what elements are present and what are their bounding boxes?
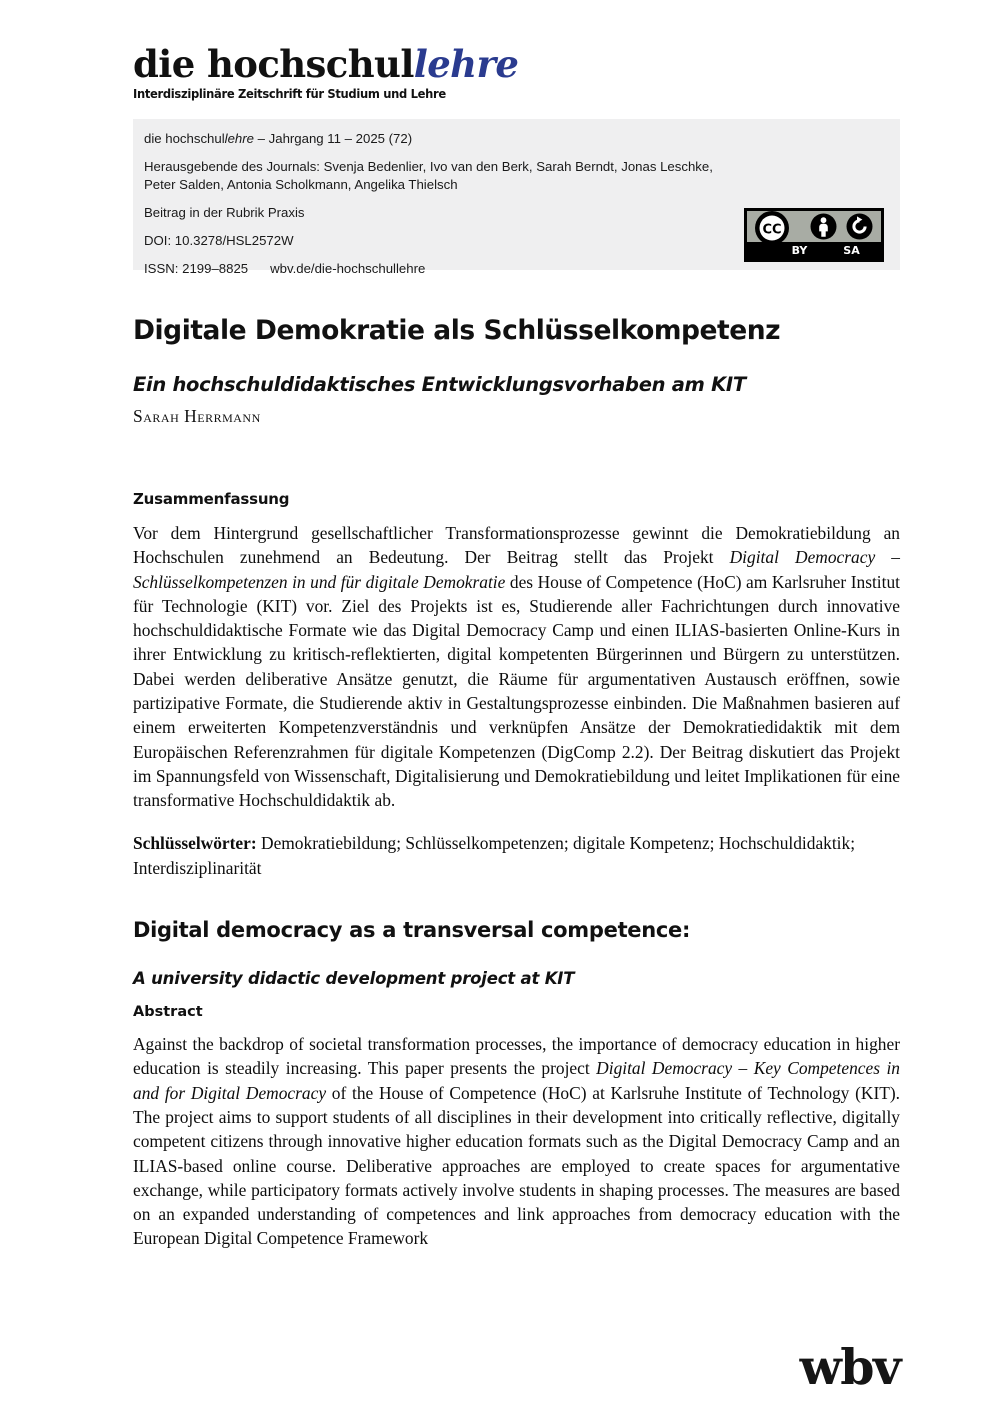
metadata-issn: ISSN: 2199–8825 (144, 260, 249, 276)
publisher-logo: wbv (799, 1338, 900, 1396)
abstract-en-title: Digital democracy as a transversal competence: (133, 917, 691, 942)
keywords-de (133, 831, 900, 880)
abstract-en-subtitle: A university didactic development project at KIT (133, 969, 575, 989)
abstract-de-part1: Vor dem Hintergrund gesellschaftlicher Transformationsprozesse gewinnt die Demokratiebildung an Hochschulen zunehmend an Bedeutung. Der Beitrag stellt das Projekt (133, 523, 900, 568)
abstract-en-project-name: Digital Democracy – Key Competences in and for Digital Democracy (133, 1058, 900, 1103)
cc-badge-label-band (747, 242, 881, 259)
share-alike-icon (845, 212, 874, 246)
attribution-person-icon (809, 212, 838, 246)
cc-sa-label: SA (843, 244, 860, 257)
journal-logo (133, 42, 833, 86)
abstract-en-heading: Abstract (133, 1004, 203, 1021)
journal-logo-prefix: die hochschul (133, 42, 414, 86)
metadata-editors-line-2: Peter Salden, Antonia Scholkmann, Angelika Thielsch (144, 177, 458, 193)
keywords-de-value: Demokratiebildung; Schlüsselkompetenzen; digitale Kompetenz; Hochschuldidaktik; Interdisziplinarität (133, 833, 856, 878)
metadata-doi-row[interactable]: DOI: 10.3278/HSL2572W (144, 232, 294, 248)
cc-by-sa-license-badge[interactable] (744, 208, 884, 262)
metadata-editors-line-1: Herausgebende des Journals: Svenja Bedenlier, Ivo van den Berk, Sarah Berndt, Jonas Leschke, (144, 158, 713, 174)
article-content (133, 490, 900, 1251)
metadata-issue-accent: lehre (224, 131, 254, 146)
metadata-rubric-row: Beitrag in der Rubrik Praxis (144, 205, 305, 221)
metadata-editors-row (144, 158, 744, 195)
metadata-issue-prefix: die hochschul (144, 131, 225, 146)
abstract-en-part1: Against the backdrop of societal transformation processes, the importance of democracy education in higher education is steadily increasing. This paper presents the project (133, 1034, 900, 1079)
abstract-de-heading: Zusammenfassung (133, 490, 290, 508)
metadata-text-block (144, 130, 744, 278)
keywords-de-label: Schlüsselwörter: (133, 833, 257, 854)
cc-by-label: BY (791, 244, 808, 257)
journal-subtitle: Interdisziplinäre Zeitschrift für Studium und Lehre (133, 86, 446, 101)
abstract-de-project-name: Digital Democracy – Schlüsselkompetenzen in und für digitale Demokratie (133, 547, 900, 592)
metadata-issue-suffix: – Jahrgang 11 – 2025 (72) (253, 131, 413, 146)
article-author: Sarah Herrmann (133, 406, 261, 426)
abstract-en-part2: of the House of Competence (HoC) at Karlsruhe Institute of Technology (KIT). The project aims to support students of all disciplines in their development into critically reflective, digitally competent citizens through innovative higher education formats such as the Digital Democracy Camp and an ILIAS-based online course. Deliberative approaches are employed to create spaces for argumentative exchange, while participatory formats actively involve students in shaping processes. The measures are based on an expanded understanding of competences and link approaches from democracy education with the European Digital Competence Framework (133, 1082, 900, 1249)
svg-text:CC: CC (762, 222, 782, 238)
cc-badge-icon-band (747, 211, 881, 242)
metadata-issn-row (144, 260, 744, 279)
abstract-de-text (133, 521, 900, 812)
journal-metadata-box (133, 119, 900, 276)
metadata-issue-row (144, 130, 744, 149)
abstract-de-part2: des House of Competence (HoC) am Karlsruher Institut für Technologie (KIT) vor. Ziel des Projekts ist es, Studierende aller Fachrichtungen durch innovative hochschuldidaktische Formate wie das Digital Democracy Camp und einen ILIAS-basierten Online-Kurs in ihrer Entwicklung zu kritisch-reflektierten, digital kompetenten Bürgerinnen und Bürgern zu unterstützen. Dabei werden deliberative Ansätze genutzt, die Räume für argumentativen Austausch eröffnen, sowie partizipative Formate, die Studierende aktiv in Gestaltungsprozesse einbinden. Die Maßnahmen basieren auf einem erweiterten Kompetenzverständnis und verknüpfen Ansätze der Demokratiedidaktik mit dem Europäischen Referenzrahmen für digitale Kompetenzen (DigComp 2.2). Der Beitrag diskutiert das Projekt im Spannungsfeld von Wissenschaft, Digitalisierung und Demokratiebildung und leitet Implikationen für eine transformative Hochschuldidaktik ab. (133, 571, 900, 811)
article-title: Digitale Demokratie als Schlüsselkompetenz (133, 314, 781, 346)
journal-logo-accent: lehre (413, 42, 519, 86)
abstract-en-text (133, 1032, 900, 1251)
metadata-journal-url[interactable]: wbv.de/die-hochschullehre (270, 260, 426, 276)
article-subtitle: Ein hochschuldidaktisches Entwicklungsvorhaben am KIT (133, 373, 746, 397)
journal-masthead (133, 42, 833, 101)
